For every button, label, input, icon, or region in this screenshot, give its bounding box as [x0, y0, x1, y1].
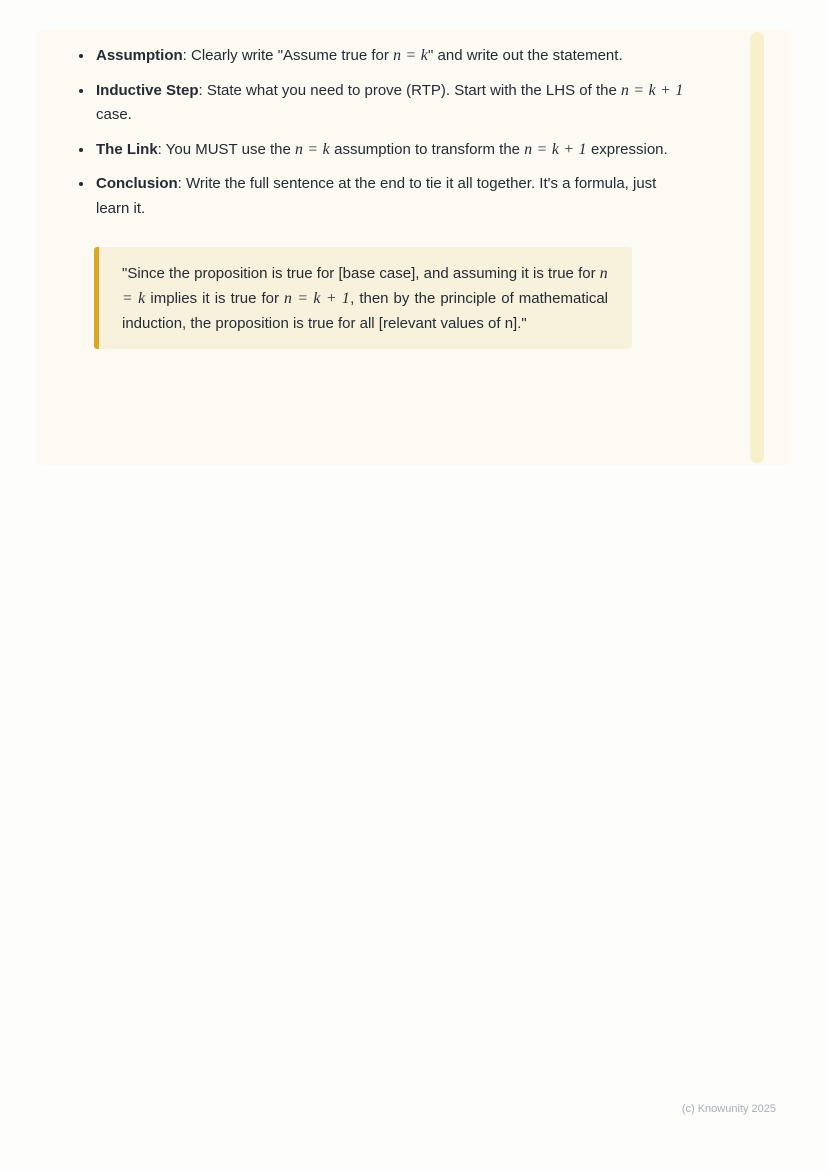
bullet-label: The Link [96, 140, 158, 158]
bullet-text: expression. [586, 140, 668, 158]
page-footer: (c) Knowunity 2025 [681, 1103, 776, 1115]
quote-segment: "Since the proposition is true for [base case], and assuming it is true for [122, 265, 600, 282]
quote-segment: implies it is true for [145, 290, 285, 307]
list-item-the-link [94, 138, 684, 163]
math-inline: n = k [294, 140, 330, 158]
list-item-assumption [94, 44, 684, 69]
bullet-label: Conclusion [96, 175, 178, 192]
math-inline: n = k + 1 [524, 140, 587, 158]
quote-text [122, 261, 608, 336]
notes-card [36, 30, 790, 465]
bullet-label: Inductive Step [96, 81, 199, 99]
quote-segment: , then by the principle of mathematical induction, the proposition is true for all [relevant values of n]." [122, 290, 608, 332]
math-inline: n = k [122, 265, 608, 307]
bullet-list [36, 44, 684, 221]
bullet-text: assumption to transform the [329, 140, 525, 158]
list-item-inductive-step [94, 79, 684, 128]
math-inline: n = k + 1 [284, 290, 351, 307]
bullet-text: : State what you need to prove (RTP). Start with the LHS of the [198, 81, 621, 99]
math-inline: n = k [393, 47, 429, 64]
side-accent-bar [750, 32, 764, 463]
bullet-text: : Clearly write "Assume true for [182, 47, 394, 64]
bullet-label: Assumption [96, 47, 183, 64]
quote-callout [94, 247, 632, 349]
bullet-text: : Write the full sentence at the end to tie it all together. It's a formula, just learn it. [96, 175, 657, 217]
list-item-conclusion [94, 172, 684, 221]
bullet-text: case. [96, 106, 132, 123]
math-inline: n = k + 1 [620, 81, 684, 99]
bullet-text: : You MUST use the [157, 140, 295, 158]
bullet-text: " and write out the statement. [428, 47, 623, 64]
